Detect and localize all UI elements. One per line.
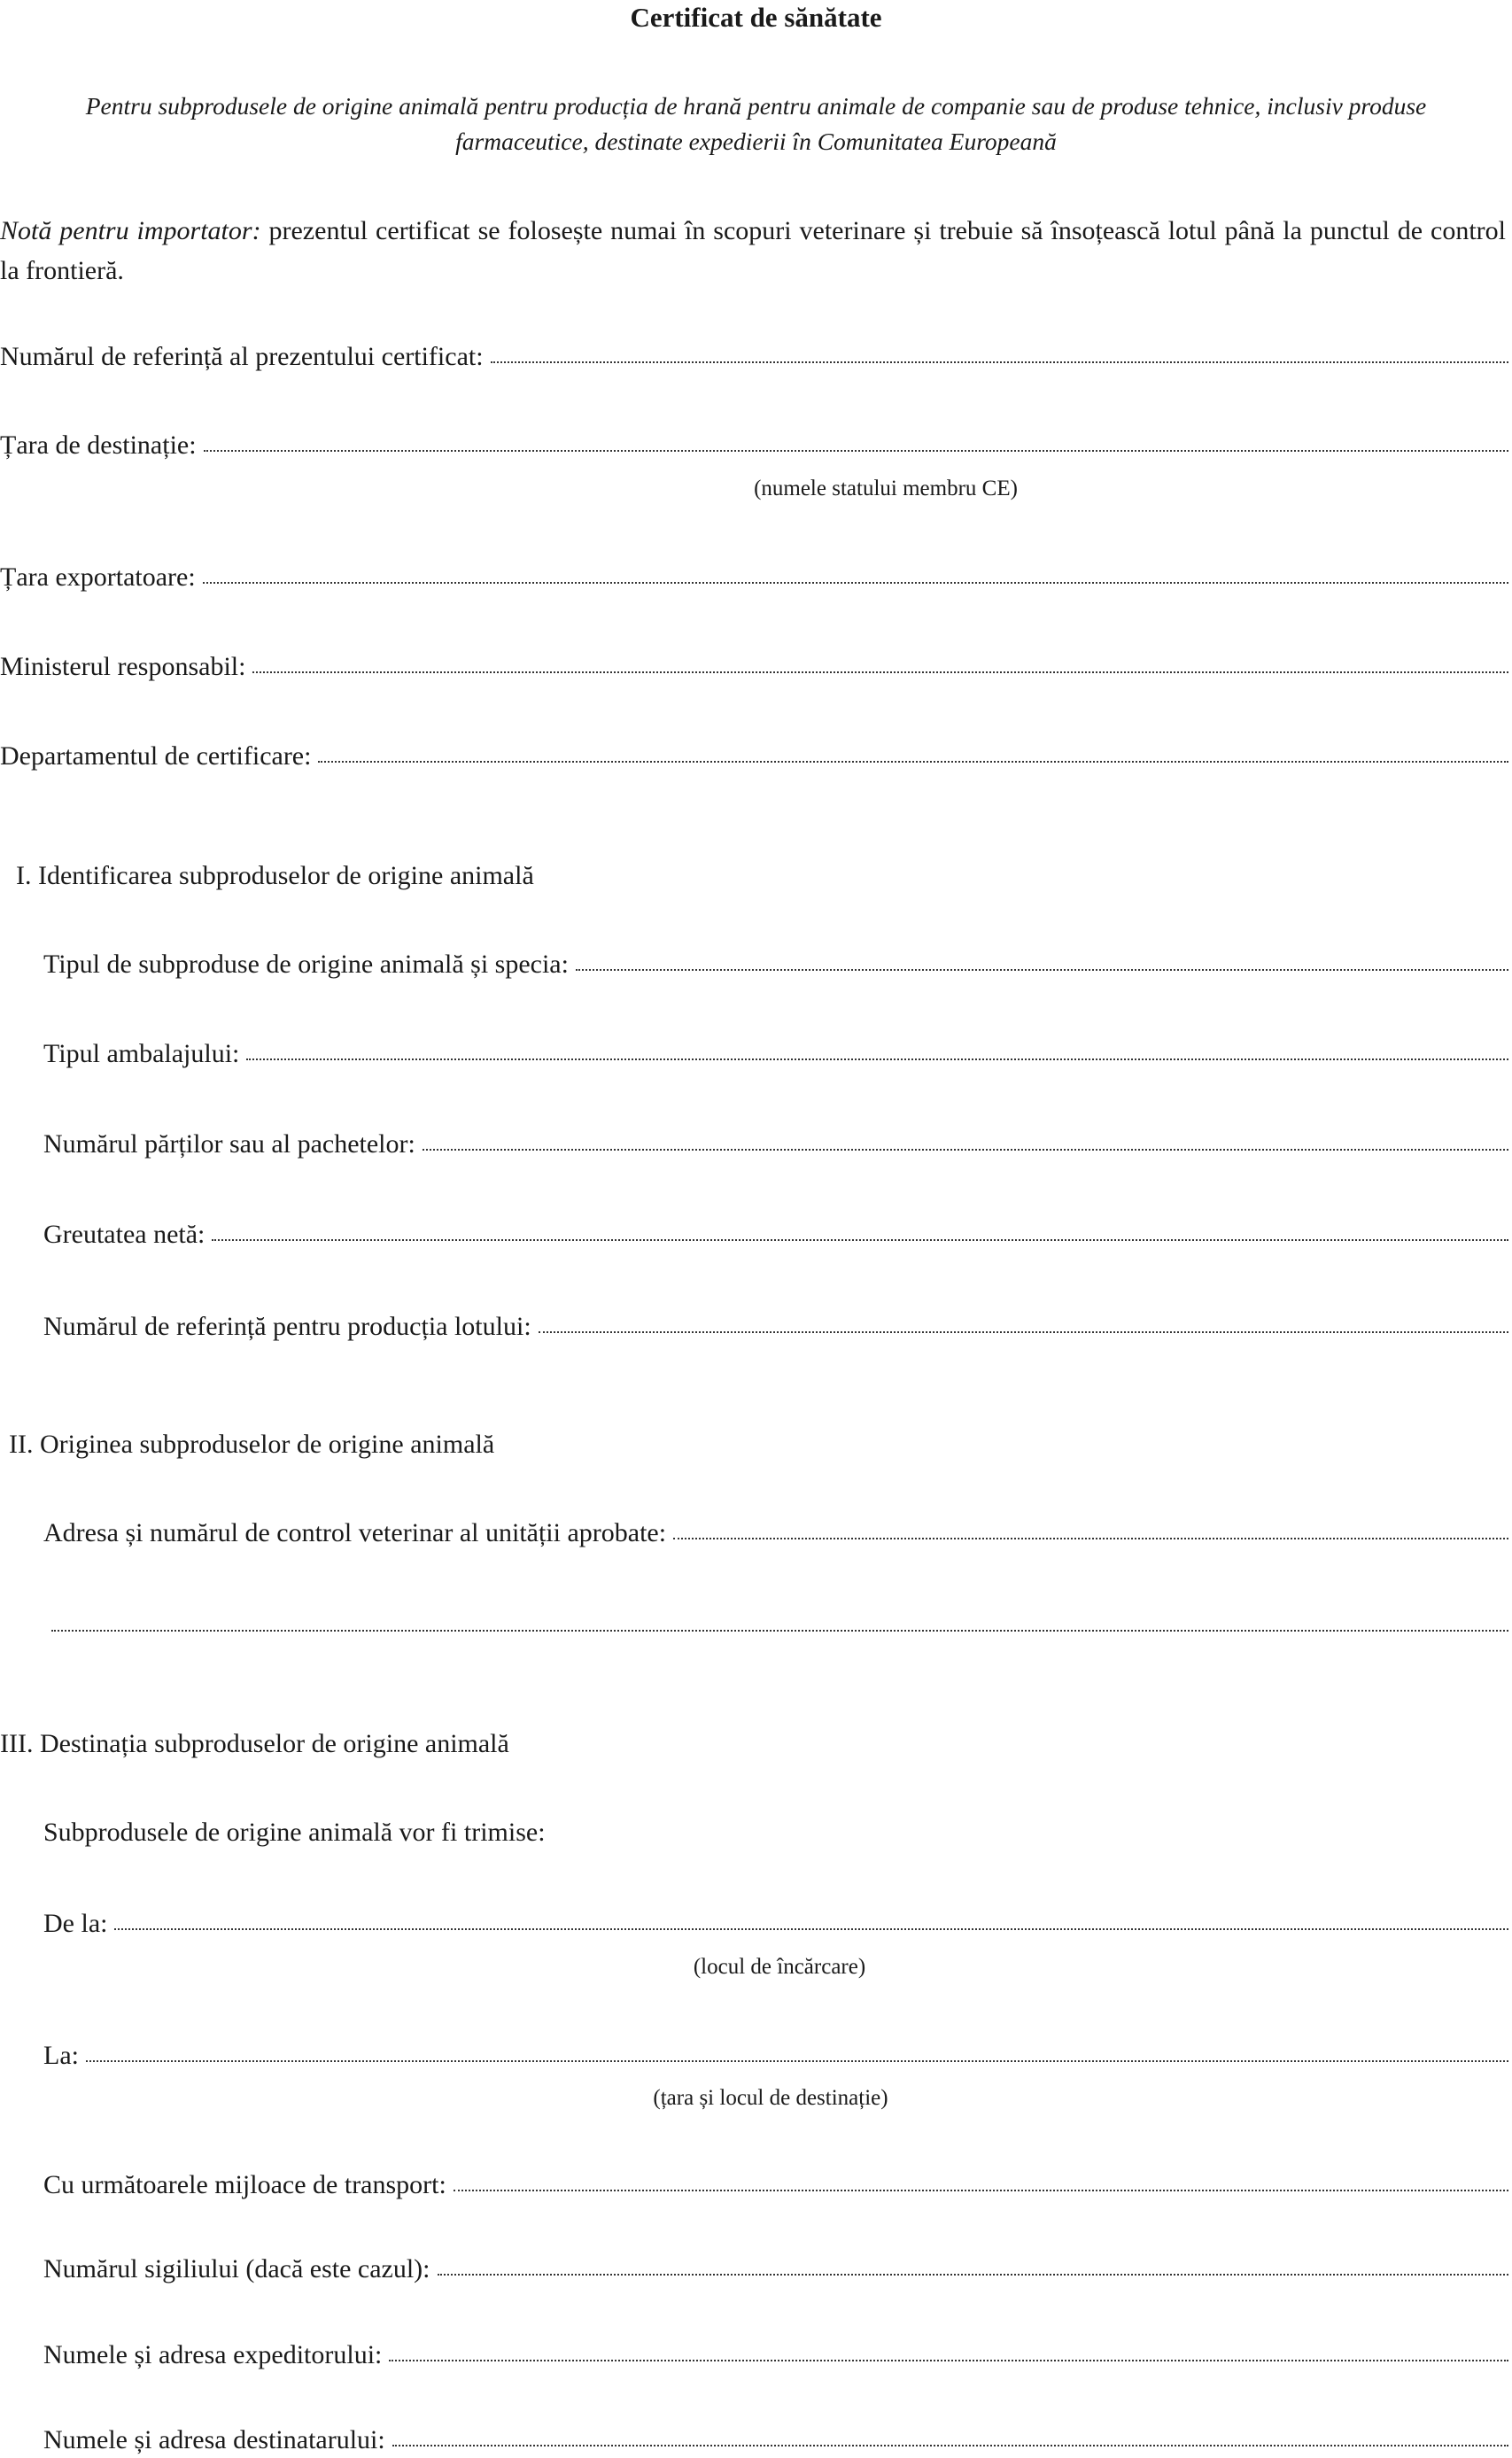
document-subtitle <box>35 89 1477 159</box>
destination-country-label: Țara de destinație: <box>0 430 197 460</box>
parts-count-field[interactable] <box>43 1127 1508 1162</box>
establishment-field[interactable] <box>43 1516 1508 1551</box>
certifying-department-label: Departamentul de certificare: <box>0 741 312 771</box>
exporting-country-dotted-line <box>203 582 1508 584</box>
section-2-heading <box>9 1427 494 1462</box>
subtitle-line-1: Pentru subprodusele de origine animală pentru producția de hrană pentru animale de companie sau de produse tehnice, inclusiv produse <box>85 92 1427 120</box>
seal-number-dotted-line <box>438 2274 1508 2276</box>
from-label: De la: <box>43 1909 108 1938</box>
ministry-field[interactable] <box>0 649 1508 685</box>
consignor-dotted-line <box>389 2360 1508 2361</box>
establishment-dotted-line <box>673 1538 1508 1539</box>
reference-number-label: Numărul de referință al prezentului certificat: <box>0 342 484 371</box>
transport-field[interactable] <box>43 2167 1508 2203</box>
section-1-heading <box>16 858 534 894</box>
packaging-type-field[interactable] <box>43 1036 1508 1072</box>
subtitle-line-2: farmaceutice, destinate expedierii în Comunitatea Europeană <box>455 128 1057 155</box>
destination-country-field[interactable] <box>0 428 1508 463</box>
reference-number-field[interactable] <box>0 339 1508 375</box>
seal-number-field[interactable] <box>43 2252 1508 2287</box>
from-hint: (locul de încărcare) <box>693 1955 866 1979</box>
batch-reference-dotted-line <box>539 1331 1508 1333</box>
batch-reference-label: Numărul de referință pentru producția lotului: <box>43 1312 531 1341</box>
exporting-country-field[interactable] <box>0 560 1508 595</box>
transport-dotted-line <box>454 2190 1508 2191</box>
section-1-number: I. <box>16 861 32 890</box>
parts-count-label: Numărul părților sau al pachetelor: <box>43 1129 415 1159</box>
certifying-department-field[interactable] <box>0 739 1508 774</box>
to-label: La: <box>43 2041 79 2070</box>
packaging-type-label: Tipul ambalajului: <box>43 1039 240 1068</box>
to-dotted-line <box>86 2060 1508 2062</box>
net-weight-label: Greutatea netă: <box>43 1220 205 1249</box>
importer-note <box>0 211 1506 291</box>
section-3-heading <box>0 1726 509 1762</box>
to-hint: (țara și locul de destinație) <box>653 2086 888 2110</box>
establishment-label: Adresa și numărul de control veterinar al unității aprobate: <box>43 1518 667 1547</box>
consignor-field[interactable] <box>43 2338 1508 2373</box>
ministry-dotted-line <box>252 671 1508 673</box>
section-2-title: Originea subproduselor de origine animală <box>39 1430 495 1459</box>
certifying-department-dotted-line <box>318 761 1508 763</box>
transport-label: Cu următoarele mijloace de transport: <box>43 2170 446 2199</box>
establishment-continuation-line[interactable] <box>51 1630 1508 1632</box>
consignee-field[interactable] <box>43 2423 1508 2458</box>
batch-reference-field[interactable] <box>43 1309 1508 1345</box>
document-title: Certificat de sănătate <box>630 2 882 33</box>
section-2-number: II. <box>9 1430 34 1459</box>
section-3-intro: Subprodusele de origine animală vor fi trimise: <box>43 1818 546 1847</box>
product-type-field[interactable] <box>43 947 1508 982</box>
packaging-type-dotted-line <box>246 1058 1508 1060</box>
section-3-title: Destinația subproduselor de origine animală <box>39 1729 509 1758</box>
importer-note-lead: Notă pentru importator: <box>0 216 261 245</box>
importer-note-text: prezentul certificat se folosește numai în scopuri veterinare și trebuie să însoțească lotul până la punctul de control la frontieră. <box>0 216 1506 285</box>
net-weight-dotted-line <box>212 1239 1508 1241</box>
product-type-dotted-line <box>576 969 1508 971</box>
product-type-label: Tipul de subproduse de origine animală și specia: <box>43 950 569 979</box>
to-field[interactable] <box>43 2038 1508 2074</box>
parts-count-dotted-line <box>423 1149 1508 1151</box>
destination-country-dotted-line <box>204 450 1508 452</box>
seal-number-label: Numărul sigiliului (dacă este cazul): <box>43 2254 430 2284</box>
consignee-label: Numele și adresa destinatarului: <box>43 2425 385 2454</box>
consignor-label: Numele și adresa expeditorului: <box>43 2340 383 2369</box>
destination-country-hint: (numele statului membru CE) <box>754 477 1018 500</box>
section-1-title: Identificarea subproduselor de origine animală <box>38 861 534 890</box>
from-dotted-line <box>114 1928 1508 1930</box>
from-field[interactable] <box>43 1906 1508 1942</box>
section-3-number: III. <box>0 1729 34 1758</box>
exporting-country-label: Țara exportatoare: <box>0 562 196 592</box>
reference-number-dotted-line <box>491 361 1508 363</box>
ministry-label: Ministerul responsabil: <box>0 652 246 681</box>
net-weight-field[interactable] <box>43 1217 1508 1252</box>
consignee-dotted-line <box>392 2445 1508 2446</box>
